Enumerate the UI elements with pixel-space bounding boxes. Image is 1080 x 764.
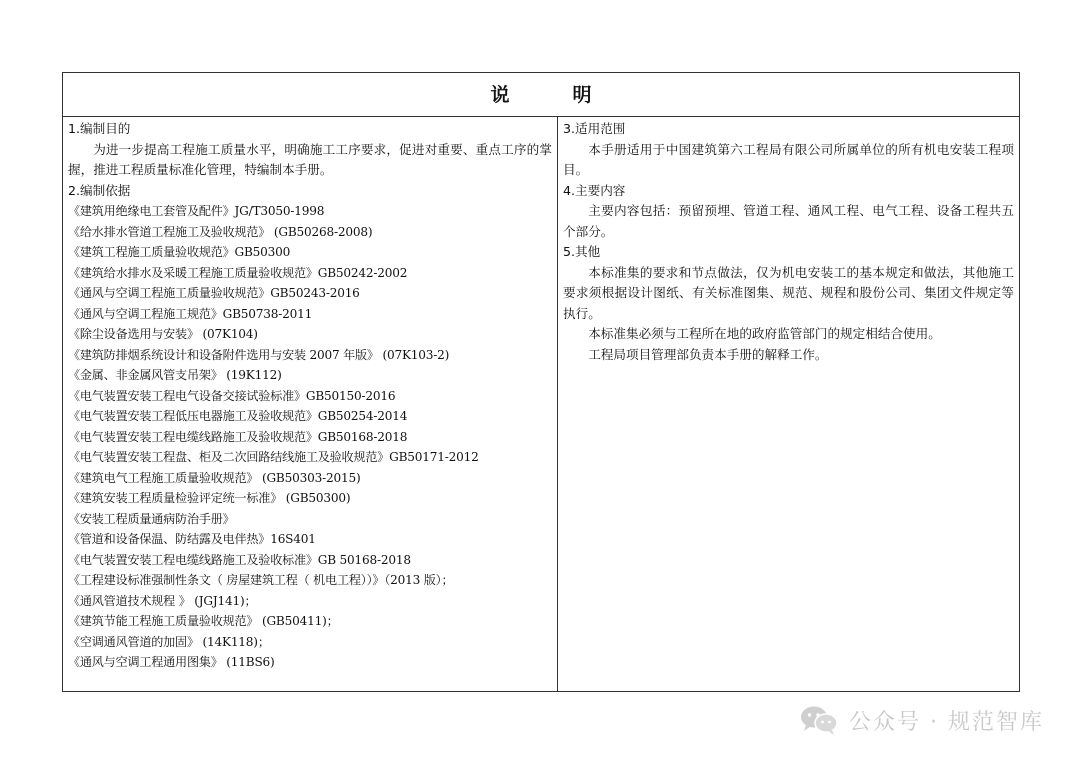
section-3-text: 本手册适用于中国建筑第六工程局有限公司所属单位的所有机电安装工程项目。 <box>563 141 1014 177</box>
section-4-text: 主要内容包括：预留预埋、管道工程、通风工程、电气工程、设备工程共五个部分。 <box>563 203 1014 239</box>
reference-item: 《通风与空调工程施工质量验收规范》GB50243-2016 <box>68 286 360 300</box>
reference-item: 《工程建设标准强制性条文（ 房屋建筑工程（ 机电工程））》（2013 版）； <box>68 573 454 587</box>
reference-item: 《建筑防排烟系统设计和设备附件选用与安装 2007 年版》 (07K103-2) <box>68 347 450 362</box>
section-5-heading: 5.其他 <box>563 244 601 259</box>
section-5-paragraph: 本标准集的要求和节点做法，仅为机电安装工的基本规定和做法，其他施工要求须根据设计图纸、有关标准图集、规范、规程和股份公司、集团文件规定等执行。 <box>563 264 1014 321</box>
right-column <box>558 117 1019 691</box>
section-4-heading: 4.主要内容 <box>563 182 626 198</box>
watermark-text: 公众号 · 规范智库 <box>849 709 1044 735</box>
section-5-paragraph: 本标准集必须与工程所在地的政府监管部门的规定相结合使用。 <box>588 326 941 341</box>
reference-item: 《给水排水管道工程施工及验收规范》 (GB50268-2008) <box>68 224 373 239</box>
reference-item: 《除尘设备选用与安装》 (07K104) <box>68 327 258 341</box>
section-3-heading: 3.适用范围 <box>563 121 626 136</box>
section-1-heading: 1.编制目的 <box>68 121 131 136</box>
reference-list <box>68 201 552 673</box>
reference-item: 《金属、非金属风管支吊架》 (19K112) <box>68 368 282 382</box>
reference-item: 《通风与空调工程施工规范》GB50738-2011 <box>68 306 313 321</box>
watermark <box>799 700 1044 740</box>
reference-item: 《管道和设备保温、防结露及电伴热》16S401 <box>68 532 316 546</box>
reference-item: 《通风管道技术规程 》 (JGJ141)； <box>68 593 257 608</box>
wechat-icon <box>799 704 839 736</box>
reference-item: 《建筑安装工程质量检验评定统一标准》 (GB50300) <box>68 491 351 505</box>
reference-item: 《建筑给水排水及采暖工程施工质量验收规范》GB50242-2002 <box>68 265 408 280</box>
document-table <box>62 72 1020 692</box>
reference-item: 《安装工程质量通病防治手册》 <box>68 511 235 526</box>
title-row <box>63 73 1019 117</box>
reference-item: 《通风与空调工程通用图集》 (11BS6) <box>68 655 275 669</box>
reference-item: 《空调通风管道的加固》 (14K118)； <box>68 634 270 649</box>
section-1-text: 为进一步提高工程施工质量水平，明确施工工序要求，促进对重要、重点工序的掌握，推进工程质量标准化管理，特编制本手册。 <box>68 141 552 177</box>
reference-item: 《建筑电气工程施工质量验收规范》 (GB50303-2015) <box>68 470 361 485</box>
reference-item: 《电气装置安装工程电缆线路施工及验收标准》GB 50168-2018 <box>68 552 411 567</box>
section-5-paragraph: 工程局项目管理部负责本手册的解释工作。 <box>588 346 828 362</box>
reference-item: 《建筑工程施工质量验收规范》GB50300 <box>68 245 291 259</box>
reference-item: 《建筑用绝缘电工套管及配件》JG/T3050-1998 <box>68 204 325 218</box>
page-title: 说 明 <box>490 84 614 106</box>
reference-item: 《电气装置安装工程低压电器施工及验收规范》GB50254-2014 <box>68 409 408 423</box>
reference-item: 《电气装置安装工程电缆线路施工及验收规范》GB50168-2018 <box>68 429 408 444</box>
reference-item: 《电气装置安装工程电气设备交接试验标准》GB50150-2016 <box>68 388 396 403</box>
reference-item: 《建筑节能工程施工质量验收规范》 (GB50411)； <box>68 614 339 628</box>
left-column <box>63 117 558 691</box>
content-columns <box>63 117 1019 691</box>
reference-item: 《电气装置安装工程盘、柜及二次回路结线施工及验收规范》GB50171-2012 <box>68 450 479 464</box>
section-2-heading: 2.编制依据 <box>68 182 131 198</box>
